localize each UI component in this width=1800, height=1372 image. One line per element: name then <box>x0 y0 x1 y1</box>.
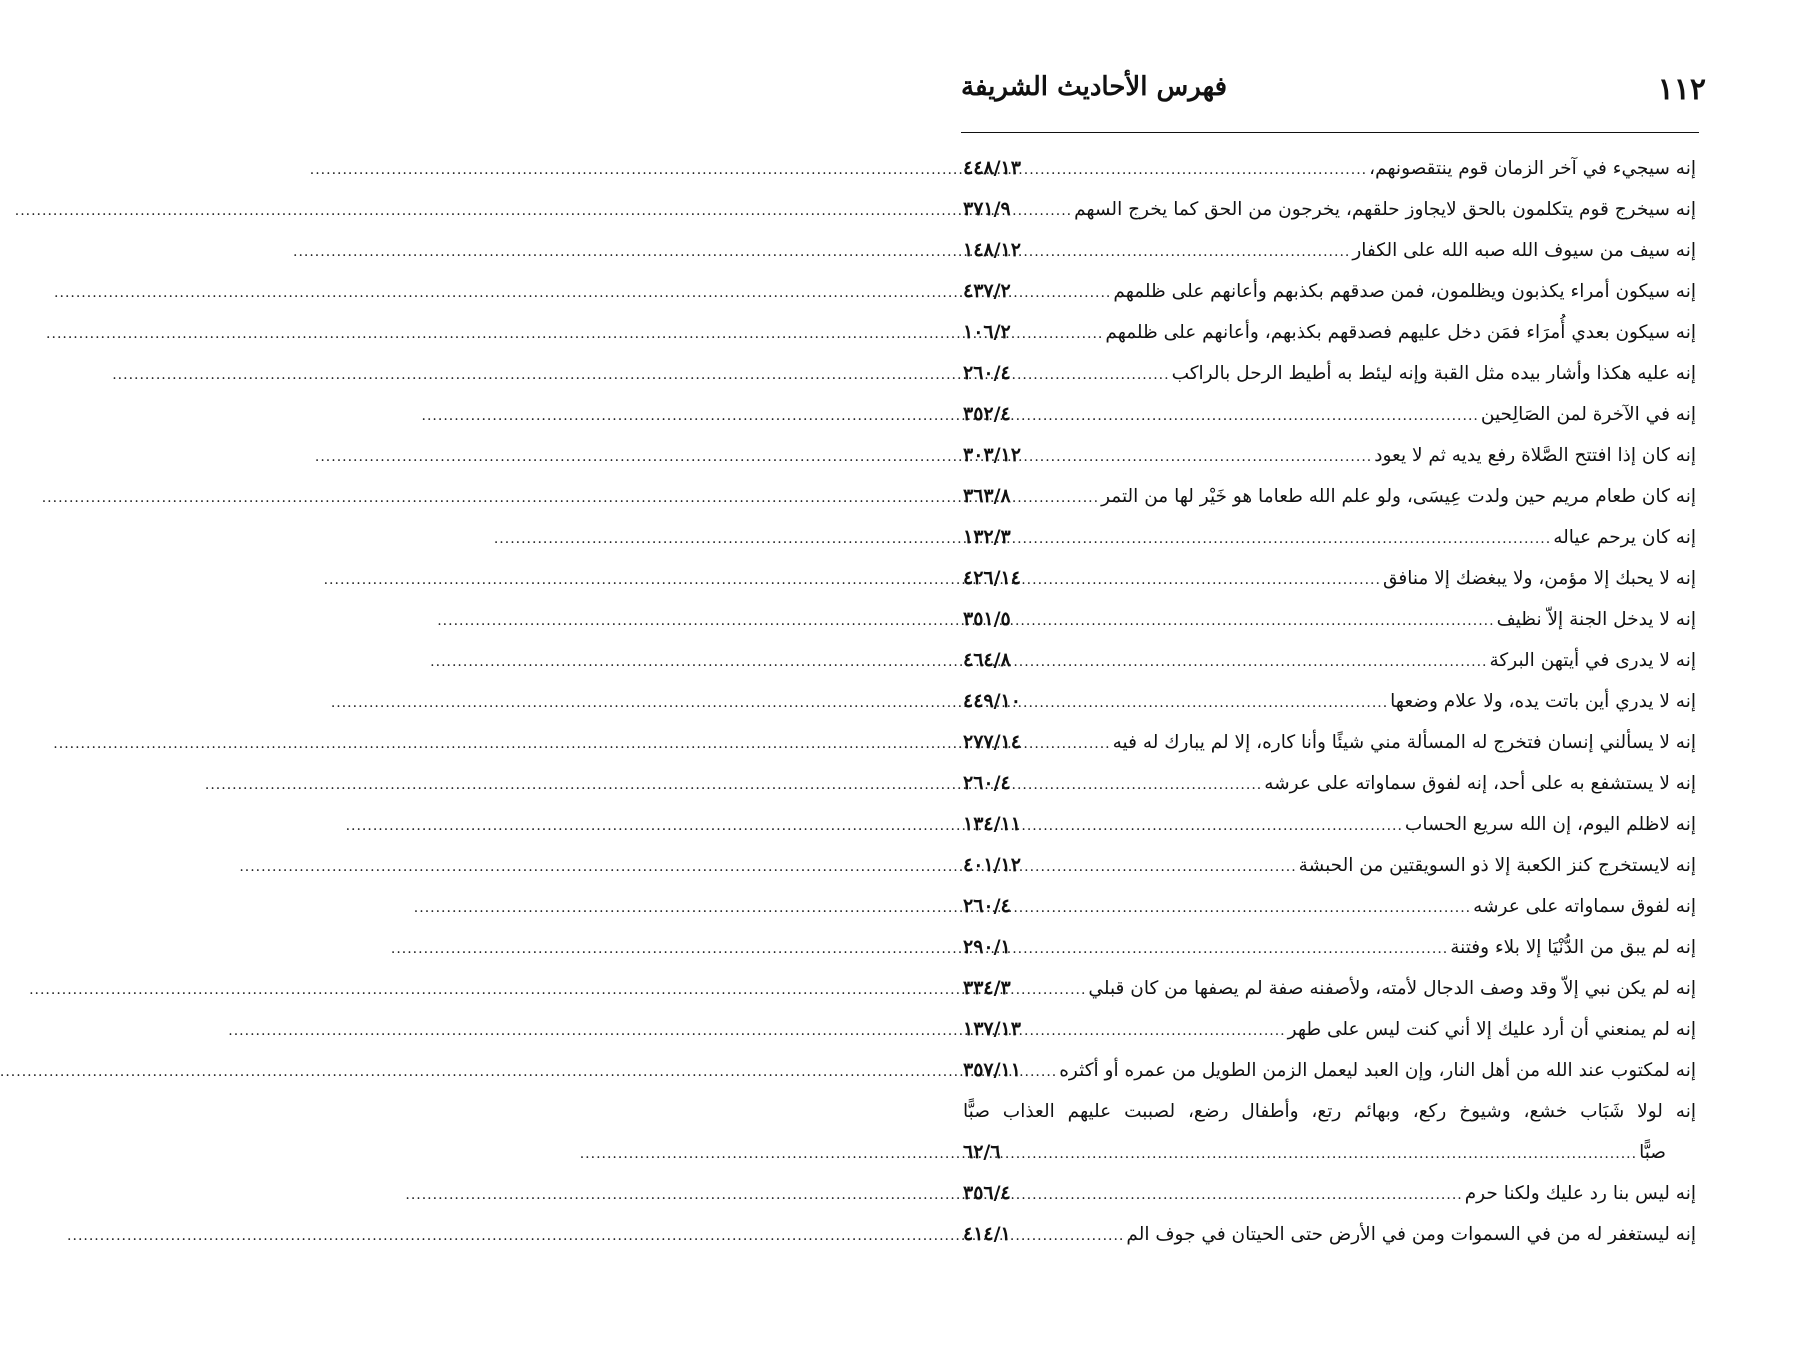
entry-reference: ٢٦٠/٤ <box>963 772 1011 794</box>
entry-reference: ١٠٦/٢ <box>963 321 1011 343</box>
entry-text: إنه لفوق سماواته على عرشه <box>1473 896 1696 917</box>
entry-reference: ٣٥٢/٤ <box>963 403 1011 425</box>
entry-text: إنه كان طعام مريم حين ولدت عِيسَى، ولو علم الله طعاما هو خَيْر لها من التمر <box>1101 486 1696 507</box>
index-entry <box>963 886 1696 927</box>
entry-text: إنه لم يكن نبي إلاّ وقد وصف الدجال لأمته، ولأصفنه صفة لم يصفها من كان قبلي <box>1088 978 1696 999</box>
entry-reference: ٤١٤/١ <box>963 1223 1011 1245</box>
entry-text: إنه لا يدرى في أيتهن البركة <box>1489 650 1696 671</box>
leader-dots <box>1007 1134 1638 1175</box>
leader-dots <box>1017 1216 1125 1257</box>
entry-text: إنه سيكون أمراء يكذبون ويظلمون، فمن صدقهم بكذبهم وأعانهم على ظلمهم <box>1113 281 1696 302</box>
entry-reference: ٤٢٦/١٤ <box>963 567 1021 589</box>
leader-dots <box>1017 929 1448 970</box>
leader-dots <box>1017 601 1495 642</box>
leader-dots <box>1027 150 1367 191</box>
entry-text: إنه لم يبق من الدُّنْيَا إلا بلاء وفتنة <box>1450 937 1696 958</box>
index-entry <box>963 517 1696 558</box>
index-entry <box>963 435 1696 476</box>
leader-dots <box>1027 847 1297 888</box>
entry-reference: ٣٥٦/٤ <box>963 1182 1011 1204</box>
entry-text: إنه لا يسألني إنسان فتخرج له المسألة مني شيئًا وأنا كاره، إلا لم يبارك له فيه <box>1112 732 1696 753</box>
leader-dots <box>1017 888 1471 929</box>
entry-reference: ٢٦٠/٤ <box>963 895 1011 917</box>
index-entry <box>963 271 1696 312</box>
entry-text: إنه لمكتوب عند الله من أهل النار، وإن العبد ليعمل الزمن الطويل من عمره أو أكثره <box>1059 1060 1696 1081</box>
leader-dots <box>1017 642 1488 683</box>
entry-text: إنه ليس بنا رد عليك ولكنا حرم <box>1464 1183 1696 1204</box>
entry-text: إنه عليه هكذا وأشار بيده مثل القبة وإنه ليئط به أطيط الرحل بالراكب <box>1171 363 1696 384</box>
entry-reference: ١٤٨/١٢ <box>963 239 1021 261</box>
leader-dots <box>1017 1175 1463 1216</box>
leader-dots <box>1027 683 1388 724</box>
index-entry <box>963 148 1696 189</box>
entry-reference: ٢٩٠/١ <box>963 936 1011 958</box>
index-entry <box>963 640 1696 681</box>
entry-reference: ٢٦٠/٤ <box>963 362 1011 384</box>
entry-reference: ٣٧١/٩ <box>963 198 1011 220</box>
index-entry <box>963 353 1696 394</box>
index-entry <box>963 599 1696 640</box>
entry-text: إنه لا يدري أين باتت يده، ولا علام وضعها <box>1390 691 1696 712</box>
leader-dots <box>1017 314 1104 355</box>
leader-dots <box>1027 724 1111 765</box>
index-entry <box>963 476 1696 517</box>
index-entry <box>963 804 1696 845</box>
leader-dots <box>1017 765 1262 806</box>
entry-text: إنه لا يدخل الجنة إلاّ نظيف <box>1496 609 1696 630</box>
index-entry <box>963 1009 1696 1050</box>
entry-text: إنه سيف من سيوف الله صبه الله على الكفار <box>1352 240 1696 261</box>
leader-dots <box>1027 560 1381 601</box>
index-entry <box>963 558 1696 599</box>
entry-text: إنه لاظلم اليوم، إن الله سريع الحساب <box>1404 814 1696 835</box>
index-entry <box>963 763 1696 804</box>
entry-text: إنه سيخرج قوم يتكلمون بالحق لايجاوز حلقهم، يخرجون من الحق كما يخرج السهم <box>1074 199 1696 220</box>
page-header <box>961 66 1706 112</box>
entry-reference: ١٣٧/١٣ <box>963 1018 1021 1040</box>
index-entry <box>963 681 1696 722</box>
leader-dots <box>1017 478 1099 519</box>
entry-text: إنه سيكون بعدي أُمرَاء فمَن دخل عليهم فصدقهم بكذبهم، وأعانهم على ظلمهم <box>1105 322 1696 343</box>
index-entry <box>963 189 1696 230</box>
index-entry <box>963 312 1696 353</box>
entry-reference: ٦٢/٦ <box>963 1141 1001 1163</box>
index-entry <box>963 845 1696 886</box>
entry-text: إنه في الآخرة لمن الصَالِحين <box>1480 404 1696 425</box>
index-entry <box>963 968 1696 1009</box>
entry-reference: ٣٠٣/١٢ <box>963 444 1021 466</box>
entry-reference: ٣٥٧/١١ <box>963 1059 1021 1081</box>
entry-reference: ٢٧٧/١٤ <box>963 731 1021 753</box>
entry-reference: ٤٠١/١٢ <box>963 854 1021 876</box>
leader-dots <box>1017 970 1087 1011</box>
entry-text: إنه لايستخرج كنز الكعبة إلا ذو السويقتين من الحبشة <box>1298 855 1696 876</box>
index-entry <box>963 394 1696 435</box>
entry-text: إنه كان يرحم عياله <box>1553 527 1696 548</box>
leader-dots <box>1027 1052 1057 1093</box>
entry-text: إنه كان إذا افتتح الصَّلاة رفع يديه ثم لا يعود <box>1374 445 1696 466</box>
leader-dots <box>1017 355 1170 396</box>
leader-dots <box>1027 1011 1286 1052</box>
entry-reference: ٣٣٤/٣ <box>963 977 1011 999</box>
entry-text: إنه ليستغفر له من في السموات ومن في الأرض حتى الحيتان في جوف الم <box>1126 1224 1696 1245</box>
leader-dots <box>1017 273 1112 314</box>
entry-text: إنه لولا شَبَاب خشع، وشيوخ ركع، وبهائم رتع، وأطفال رضع، لصببت عليهم العذاب صبًّا <box>963 1101 1696 1122</box>
entry-reference: ١٣٢/٣ <box>963 526 1011 548</box>
leader-dots <box>1017 396 1479 437</box>
entry-reference: ٤٦٤/٨ <box>963 649 1011 671</box>
leader-dots <box>1017 519 1551 560</box>
running-title: فهرس الأحاديث الشريفة <box>961 72 1228 102</box>
entry-text: إنه سيجيء في آخر الزمان قوم ينتقصونهم، <box>1369 158 1696 179</box>
entry-text: إنه لا يحبك إلا مؤمن، ولا يبغضك إلا منافق <box>1382 568 1696 589</box>
entry-reference: ٤٤٩/١٠ <box>963 690 1021 712</box>
index-entry <box>963 230 1696 271</box>
entry-text: إنه لم يمنعني أن أرد عليك إلا أني كنت ليس على طهر <box>1287 1019 1696 1040</box>
entry-text: إنه لا يستشفع به على أحد، إنه لفوق سماواته على عرشه <box>1264 773 1696 794</box>
entry-reference: ٣٦٣/٨ <box>963 485 1011 507</box>
entry-reference: ٤٤٨/١٣ <box>963 157 1021 179</box>
hadith-index-list <box>963 148 1696 1255</box>
index-entry <box>963 1173 1696 1214</box>
index-entry <box>963 927 1696 968</box>
entry-reference: ٤٣٧/٢ <box>963 280 1011 302</box>
header-rule <box>961 132 1699 133</box>
entry-reference: ١٣٤/١١ <box>963 813 1021 835</box>
entry-continuation-line <box>963 1132 1696 1173</box>
index-entry <box>963 1050 1696 1091</box>
index-entry <box>963 722 1696 763</box>
leader-dots <box>1027 437 1372 478</box>
entry-reference: ٣٥١/٥ <box>963 608 1011 630</box>
page-number: ١١٢ <box>1657 72 1706 107</box>
index-entry <box>963 1214 1696 1255</box>
leader-dots <box>1027 806 1403 847</box>
index-entry-wrapped <box>963 1091 1696 1173</box>
leader-dots <box>1017 191 1072 232</box>
leader-dots <box>1027 232 1350 273</box>
document-page <box>843 0 1800 1372</box>
entry-continuation-text: صبًّا <box>1639 1142 1666 1163</box>
